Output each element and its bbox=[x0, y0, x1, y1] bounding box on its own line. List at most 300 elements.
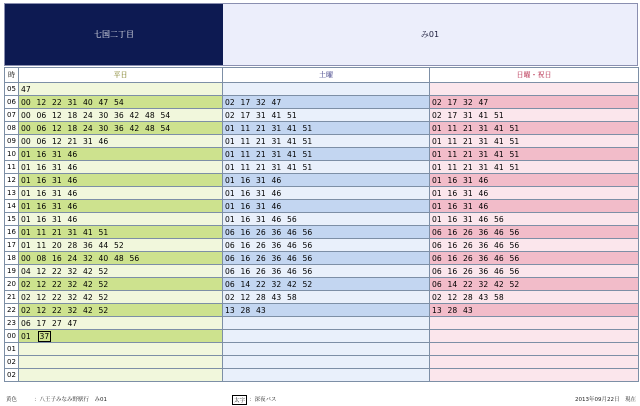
hour-cell: 06 bbox=[5, 96, 19, 109]
holiday-cell bbox=[430, 317, 639, 330]
departure-minute: 02 bbox=[21, 279, 31, 289]
departure-minute: 06 bbox=[21, 318, 31, 328]
departure-minute: 47 bbox=[21, 84, 31, 94]
departure-minute: 22 bbox=[52, 305, 62, 315]
departure-minute: 21 bbox=[256, 123, 266, 133]
departure-minute: 02 bbox=[21, 292, 31, 302]
departure-minute: 42 bbox=[83, 305, 93, 315]
departure-minute: 32 bbox=[67, 292, 78, 302]
departure-minute: 24 bbox=[83, 110, 93, 120]
departure-minute: 22 bbox=[256, 279, 266, 289]
departure-minute: 31 bbox=[256, 110, 266, 120]
departure-minute: 01 bbox=[21, 188, 31, 198]
departure-minute: 24 bbox=[83, 123, 93, 133]
departure-minute: 52 bbox=[98, 279, 109, 289]
saturday-cell bbox=[223, 330, 430, 343]
departure-minute: 26 bbox=[256, 227, 266, 237]
departure-minute: 12 bbox=[36, 97, 47, 107]
departure-minute: 48 bbox=[114, 253, 124, 263]
holiday-cell bbox=[430, 174, 639, 187]
departure-minute: 21 bbox=[463, 136, 473, 146]
departure-minute: 17 bbox=[447, 110, 458, 120]
departure-minute: 16 bbox=[240, 175, 251, 185]
table-row bbox=[5, 278, 639, 291]
saturday-cell bbox=[223, 356, 430, 369]
departure-minute: 16 bbox=[447, 240, 458, 250]
weekday-cell bbox=[19, 291, 223, 304]
saturday-cell bbox=[223, 187, 430, 200]
saturday-cell bbox=[223, 278, 430, 291]
departure-minute: 11 bbox=[447, 149, 458, 159]
departure-minute: 46 bbox=[478, 175, 489, 185]
departure-minute: 30 bbox=[98, 123, 109, 133]
departure-minute: 31 bbox=[83, 136, 93, 146]
footer bbox=[4, 393, 638, 405]
departure-minute: 42 bbox=[129, 110, 140, 120]
departure-minute: 31 bbox=[478, 162, 489, 172]
departure-minute: 31 bbox=[478, 136, 489, 146]
departure-minute: 01 bbox=[21, 227, 31, 237]
departure-minute: 51 bbox=[509, 123, 520, 133]
departure-minute: 36 bbox=[114, 123, 124, 133]
saturday-cell bbox=[223, 343, 430, 356]
departure-minute: 12 bbox=[36, 279, 47, 289]
departure-minute: 40 bbox=[98, 253, 109, 263]
departure-minute: 42 bbox=[83, 279, 93, 289]
table-row bbox=[5, 291, 639, 304]
saturday-cell bbox=[223, 174, 430, 187]
departure-minute: 13 bbox=[432, 305, 442, 315]
table-row bbox=[5, 317, 639, 330]
departure-minute: 01 bbox=[225, 201, 235, 211]
departure-minute: 18 bbox=[67, 110, 78, 120]
table-row bbox=[5, 200, 639, 213]
saturday-column-header: 土曜 bbox=[223, 68, 430, 83]
departure-minute: 16 bbox=[447, 201, 458, 211]
departure-minute: 28 bbox=[240, 305, 251, 315]
departure-minute: 31 bbox=[67, 97, 78, 107]
departure-minute: 31 bbox=[52, 214, 62, 224]
departure-minute: 46 bbox=[287, 240, 297, 250]
departure-minute: 42 bbox=[494, 279, 504, 289]
departure-minute: 32 bbox=[256, 97, 266, 107]
departure-minute: 01 bbox=[432, 214, 442, 224]
holiday-cell bbox=[430, 109, 639, 122]
saturday-cell bbox=[223, 304, 430, 317]
saturday-cell bbox=[223, 213, 430, 226]
departure-minute: 43 bbox=[463, 305, 473, 315]
as-of-date: 2013年09月22日 現在 bbox=[575, 397, 636, 403]
weekday-cell bbox=[19, 226, 223, 239]
hour-cell: 21 bbox=[5, 291, 19, 304]
departure-minute: 42 bbox=[83, 266, 93, 276]
departure-minute: 48 bbox=[145, 123, 155, 133]
departure-minute: 58 bbox=[287, 292, 297, 302]
hour-cell: 22 bbox=[5, 304, 19, 317]
departure-minute: 54 bbox=[160, 123, 171, 133]
departure-minute: 46 bbox=[287, 266, 297, 276]
departure-minute: 42 bbox=[83, 292, 93, 302]
departure-minute: 47 bbox=[271, 97, 282, 107]
table-row bbox=[5, 330, 639, 343]
departure-minute: 31 bbox=[463, 214, 473, 224]
departure-minute: 01 bbox=[432, 149, 442, 159]
departure-minute: 21 bbox=[256, 149, 266, 159]
departure-minute: 32 bbox=[463, 97, 473, 107]
departure-minute: 28 bbox=[256, 292, 266, 302]
departure-minute: 12 bbox=[52, 110, 62, 120]
weekday-cell bbox=[19, 356, 223, 369]
departure-minute: 01 bbox=[225, 214, 235, 224]
departure-minute: 01 bbox=[21, 214, 31, 224]
holiday-cell bbox=[430, 161, 639, 174]
departure-minute: 56 bbox=[509, 253, 520, 263]
departure-minute: 16 bbox=[447, 175, 458, 185]
departure-minute: 31 bbox=[256, 175, 266, 185]
weekday-cell bbox=[19, 135, 223, 148]
departure-minute: 28 bbox=[447, 305, 458, 315]
departure-minute: 56 bbox=[302, 266, 313, 276]
table-row bbox=[5, 252, 639, 265]
legend-key: 太字 bbox=[232, 395, 247, 405]
departure-minute: 36 bbox=[478, 227, 489, 237]
departure-minute: 11 bbox=[447, 162, 458, 172]
departure-minute: 26 bbox=[463, 240, 473, 250]
departure-minute: 32 bbox=[271, 279, 282, 289]
departure-minute: 12 bbox=[36, 266, 47, 276]
departure-minute: 12 bbox=[240, 292, 251, 302]
departure-minute: 16 bbox=[36, 149, 47, 159]
table-row bbox=[5, 213, 639, 226]
departure-minute: 52 bbox=[98, 266, 109, 276]
departure-minute: 41 bbox=[271, 110, 282, 120]
table-row bbox=[5, 226, 639, 239]
departure-minute: 46 bbox=[67, 214, 78, 224]
departure-minute: 46 bbox=[271, 201, 282, 211]
departure-minute: 36 bbox=[83, 240, 93, 250]
departure-minute: 56 bbox=[509, 227, 520, 237]
departure-minute: 01 bbox=[225, 175, 235, 185]
departure-minute: 46 bbox=[67, 149, 78, 159]
departure-minute: 04 bbox=[21, 266, 31, 276]
weekday-column-header: 平日 bbox=[19, 68, 223, 83]
departure-minute: 26 bbox=[256, 240, 266, 250]
hour-cell: 16 bbox=[5, 226, 19, 239]
holiday-cell bbox=[430, 252, 639, 265]
color-label: 黄色 bbox=[6, 397, 18, 403]
table-row bbox=[5, 135, 639, 148]
departure-minute: 46 bbox=[494, 253, 504, 263]
holiday-cell bbox=[430, 265, 639, 278]
departure-minute: 31 bbox=[271, 123, 282, 133]
departure-minute: 02 bbox=[225, 97, 235, 107]
departure-minute: 36 bbox=[271, 253, 282, 263]
hour-cell: 07 bbox=[5, 109, 19, 122]
table-row bbox=[5, 174, 639, 187]
departure-minute: 16 bbox=[240, 188, 251, 198]
departure-minute: 11 bbox=[36, 227, 47, 237]
route-name: み01 bbox=[223, 4, 637, 65]
departure-minute: 40 bbox=[83, 97, 93, 107]
departure-minute: 14 bbox=[240, 279, 251, 289]
departure-minute: 17 bbox=[240, 97, 251, 107]
departure-minute: 16 bbox=[36, 162, 47, 172]
hour-cell: 10 bbox=[5, 148, 19, 161]
weekday-cell bbox=[19, 239, 223, 252]
departure-minute: 02 bbox=[432, 292, 442, 302]
departure-minute: 51 bbox=[302, 136, 313, 146]
weekday-cell bbox=[19, 96, 223, 109]
weekday-cell bbox=[19, 369, 223, 382]
departure-minute: 06 bbox=[36, 136, 47, 146]
departure-minute: 31 bbox=[256, 214, 266, 224]
departure-minute: 46 bbox=[271, 214, 282, 224]
saturday-cell bbox=[223, 109, 430, 122]
departure-minute: 26 bbox=[256, 253, 266, 263]
hour-cell: 20 bbox=[5, 278, 19, 291]
departure-minute: 01 bbox=[432, 123, 442, 133]
weekday-cell bbox=[19, 330, 223, 343]
departure-minute: 00 bbox=[21, 253, 31, 263]
hour-cell: 02 bbox=[5, 356, 19, 369]
departure-minute: 54 bbox=[114, 97, 124, 107]
departure-minute: 16 bbox=[36, 214, 47, 224]
departure-minute: 43 bbox=[256, 305, 266, 315]
departure-minute: 16 bbox=[447, 266, 458, 276]
departure-minute: 01 bbox=[21, 162, 31, 172]
departure-minute: 06 bbox=[432, 253, 442, 263]
hour-cell: 13 bbox=[5, 187, 19, 200]
hour-cell: 11 bbox=[5, 161, 19, 174]
departure-minute: 06 bbox=[225, 266, 235, 276]
hour-cell: 18 bbox=[5, 252, 19, 265]
departure-minute: 31 bbox=[271, 136, 282, 146]
departure-minute: 46 bbox=[494, 240, 504, 250]
hour-cell: 09 bbox=[5, 135, 19, 148]
saturday-cell bbox=[223, 83, 430, 96]
departure-minute: 51 bbox=[494, 110, 504, 120]
departure-minute: 51 bbox=[302, 149, 313, 159]
destination-note: ：八王子みなみ野駅行 み01 bbox=[34, 397, 107, 403]
departure-minute: 41 bbox=[287, 123, 297, 133]
weekday-cell bbox=[19, 161, 223, 174]
departure-minute: 32 bbox=[67, 305, 78, 315]
departure-minute: 41 bbox=[287, 162, 297, 172]
departure-minute: 01 bbox=[225, 162, 235, 172]
departure-minute: 01 bbox=[225, 188, 235, 198]
departure-minute: 21 bbox=[256, 136, 266, 146]
departure-minute: 47 bbox=[98, 97, 109, 107]
departure-minute: 00 bbox=[21, 97, 31, 107]
hour-cell: 15 bbox=[5, 213, 19, 226]
table-row bbox=[5, 109, 639, 122]
timetable-header bbox=[4, 3, 638, 66]
departure-minute: 56 bbox=[494, 214, 504, 224]
departure-minute: 31 bbox=[67, 227, 78, 237]
departure-minute: 51 bbox=[509, 162, 520, 172]
table-row bbox=[5, 148, 639, 161]
departure-minute: 51 bbox=[287, 110, 297, 120]
holiday-cell bbox=[430, 330, 639, 343]
departure-minute: 52 bbox=[98, 292, 109, 302]
departure-minute: 46 bbox=[67, 175, 78, 185]
departure-minute: 46 bbox=[287, 253, 297, 263]
departure-minute: 01 bbox=[432, 201, 442, 211]
departure-minute: 11 bbox=[240, 123, 251, 133]
weekday-cell bbox=[19, 317, 223, 330]
departure-minute: 46 bbox=[478, 214, 489, 224]
departure-minute: 56 bbox=[287, 214, 297, 224]
weekday-cell bbox=[19, 278, 223, 291]
hour-cell: 02 bbox=[5, 369, 19, 382]
departure-minute: 14 bbox=[447, 279, 458, 289]
departure-minute: 02 bbox=[225, 110, 235, 120]
weekday-cell bbox=[19, 148, 223, 161]
departure-minute: 16 bbox=[240, 201, 251, 211]
departure-minute: 00 bbox=[21, 110, 31, 120]
departure-minute: 22 bbox=[52, 97, 62, 107]
departure-minute: 41 bbox=[287, 136, 297, 146]
departure-minute: 56 bbox=[302, 253, 313, 263]
departure-minute: 22 bbox=[52, 292, 62, 302]
departure-minute: 21 bbox=[463, 149, 473, 159]
departure-minute: 51 bbox=[509, 149, 520, 159]
holiday-column-header: 日曜・祝日 bbox=[430, 68, 639, 83]
departure-minute: 32 bbox=[67, 279, 78, 289]
departure-minute: 46 bbox=[478, 188, 489, 198]
departure-minute: 06 bbox=[225, 253, 235, 263]
departure-minute: 02 bbox=[21, 305, 31, 315]
departure-minute: 51 bbox=[302, 162, 313, 172]
weekday-cell bbox=[19, 83, 223, 96]
departure-minute: 31 bbox=[256, 188, 266, 198]
departure-minute: 06 bbox=[432, 279, 442, 289]
holiday-cell bbox=[430, 135, 639, 148]
saturday-cell bbox=[223, 252, 430, 265]
departure-minute: 16 bbox=[447, 214, 458, 224]
departure-minute: 16 bbox=[240, 240, 251, 250]
departure-minute: 56 bbox=[302, 227, 313, 237]
departure-minute: 43 bbox=[271, 292, 282, 302]
departure-minute: 16 bbox=[52, 253, 62, 263]
weekday-cell bbox=[19, 122, 223, 135]
departure-minute: 16 bbox=[447, 253, 458, 263]
departure-minute: 46 bbox=[271, 175, 282, 185]
saturday-cell bbox=[223, 265, 430, 278]
holiday-cell bbox=[430, 213, 639, 226]
table-row bbox=[5, 304, 639, 317]
departure-minute: 01 bbox=[225, 136, 235, 146]
departure-minute: 46 bbox=[494, 227, 504, 237]
departure-minute: 01 bbox=[432, 175, 442, 185]
departure-minute: 46 bbox=[98, 136, 109, 146]
holiday-cell bbox=[430, 278, 639, 291]
departure-minute: 16 bbox=[240, 253, 251, 263]
departure-minute: 08 bbox=[36, 253, 47, 263]
table-row bbox=[5, 356, 639, 369]
weekday-cell bbox=[19, 304, 223, 317]
departure-minute: 31 bbox=[256, 201, 266, 211]
departure-minute: 01 bbox=[432, 136, 442, 146]
departure-minute: 20 bbox=[52, 240, 62, 250]
table-row bbox=[5, 343, 639, 356]
departure-minute: 28 bbox=[67, 240, 78, 250]
departure-minute: 02 bbox=[432, 110, 442, 120]
departure-minute: 24 bbox=[67, 253, 78, 263]
departure-minute: 11 bbox=[447, 123, 458, 133]
departure-minute: 02 bbox=[432, 97, 442, 107]
departure-minute: 30 bbox=[98, 110, 109, 120]
holiday-cell bbox=[430, 304, 639, 317]
holiday-cell bbox=[430, 96, 639, 109]
departure-minute: 16 bbox=[240, 214, 251, 224]
departure-minute: 31 bbox=[478, 123, 489, 133]
hour-cell: 01 bbox=[5, 343, 19, 356]
departure-minute: 11 bbox=[36, 240, 47, 250]
departure-minute: 22 bbox=[463, 279, 473, 289]
departure-minute: 31 bbox=[52, 175, 62, 185]
departure-minute: 01 bbox=[21, 201, 31, 211]
departure-minute: 31 bbox=[271, 162, 282, 172]
departure-minute: 44 bbox=[98, 240, 109, 250]
departure-minute: 47 bbox=[478, 97, 489, 107]
departure-minute: 26 bbox=[463, 253, 473, 263]
holiday-cell bbox=[430, 343, 639, 356]
departure-minute: 36 bbox=[271, 240, 282, 250]
departure-minute: 27 bbox=[52, 318, 62, 328]
hour-cell: 05 bbox=[5, 83, 19, 96]
departure-minute: 46 bbox=[67, 188, 78, 198]
departure-minute: 21 bbox=[52, 227, 62, 237]
holiday-cell bbox=[430, 187, 639, 200]
departure-minute: 52 bbox=[114, 240, 124, 250]
table-row bbox=[5, 187, 639, 200]
departure-minute: 12 bbox=[52, 123, 62, 133]
hour-cell: 23 bbox=[5, 317, 19, 330]
departure-minute: 56 bbox=[129, 253, 140, 263]
hour-cell: 19 bbox=[5, 265, 19, 278]
table-row bbox=[5, 83, 639, 96]
hour-cell: 14 bbox=[5, 200, 19, 213]
departure-minute: 26 bbox=[463, 227, 473, 237]
departure-minute: 06 bbox=[36, 110, 47, 120]
saturday-cell bbox=[223, 317, 430, 330]
departure-minute: 21 bbox=[256, 162, 266, 172]
departure-minute: 36 bbox=[478, 266, 489, 276]
departure-minute: 26 bbox=[256, 266, 266, 276]
departure-minute: 51 bbox=[98, 227, 109, 237]
departure-minute: 56 bbox=[302, 240, 313, 250]
departure-minute: 06 bbox=[225, 240, 235, 250]
saturday-cell bbox=[223, 239, 430, 252]
departure-minute: 41 bbox=[494, 162, 504, 172]
departure-minute: 13 bbox=[225, 305, 235, 315]
departure-minute: 58 bbox=[494, 292, 504, 302]
saturday-cell bbox=[223, 122, 430, 135]
departure-minute: 06 bbox=[432, 266, 442, 276]
departure-minute: 11 bbox=[447, 136, 458, 146]
departure-minute: 32 bbox=[83, 253, 93, 263]
hour-cell: 17 bbox=[5, 239, 19, 252]
departure-minute: 52 bbox=[98, 305, 109, 315]
departure-minute: 16 bbox=[447, 188, 458, 198]
departure-minute: 41 bbox=[478, 110, 489, 120]
departure-minute: 12 bbox=[52, 136, 62, 146]
departure-minute: 01 bbox=[225, 149, 235, 159]
saturday-cell bbox=[223, 135, 430, 148]
departure-minute: 56 bbox=[509, 240, 520, 250]
departure-minute: 12 bbox=[36, 292, 47, 302]
